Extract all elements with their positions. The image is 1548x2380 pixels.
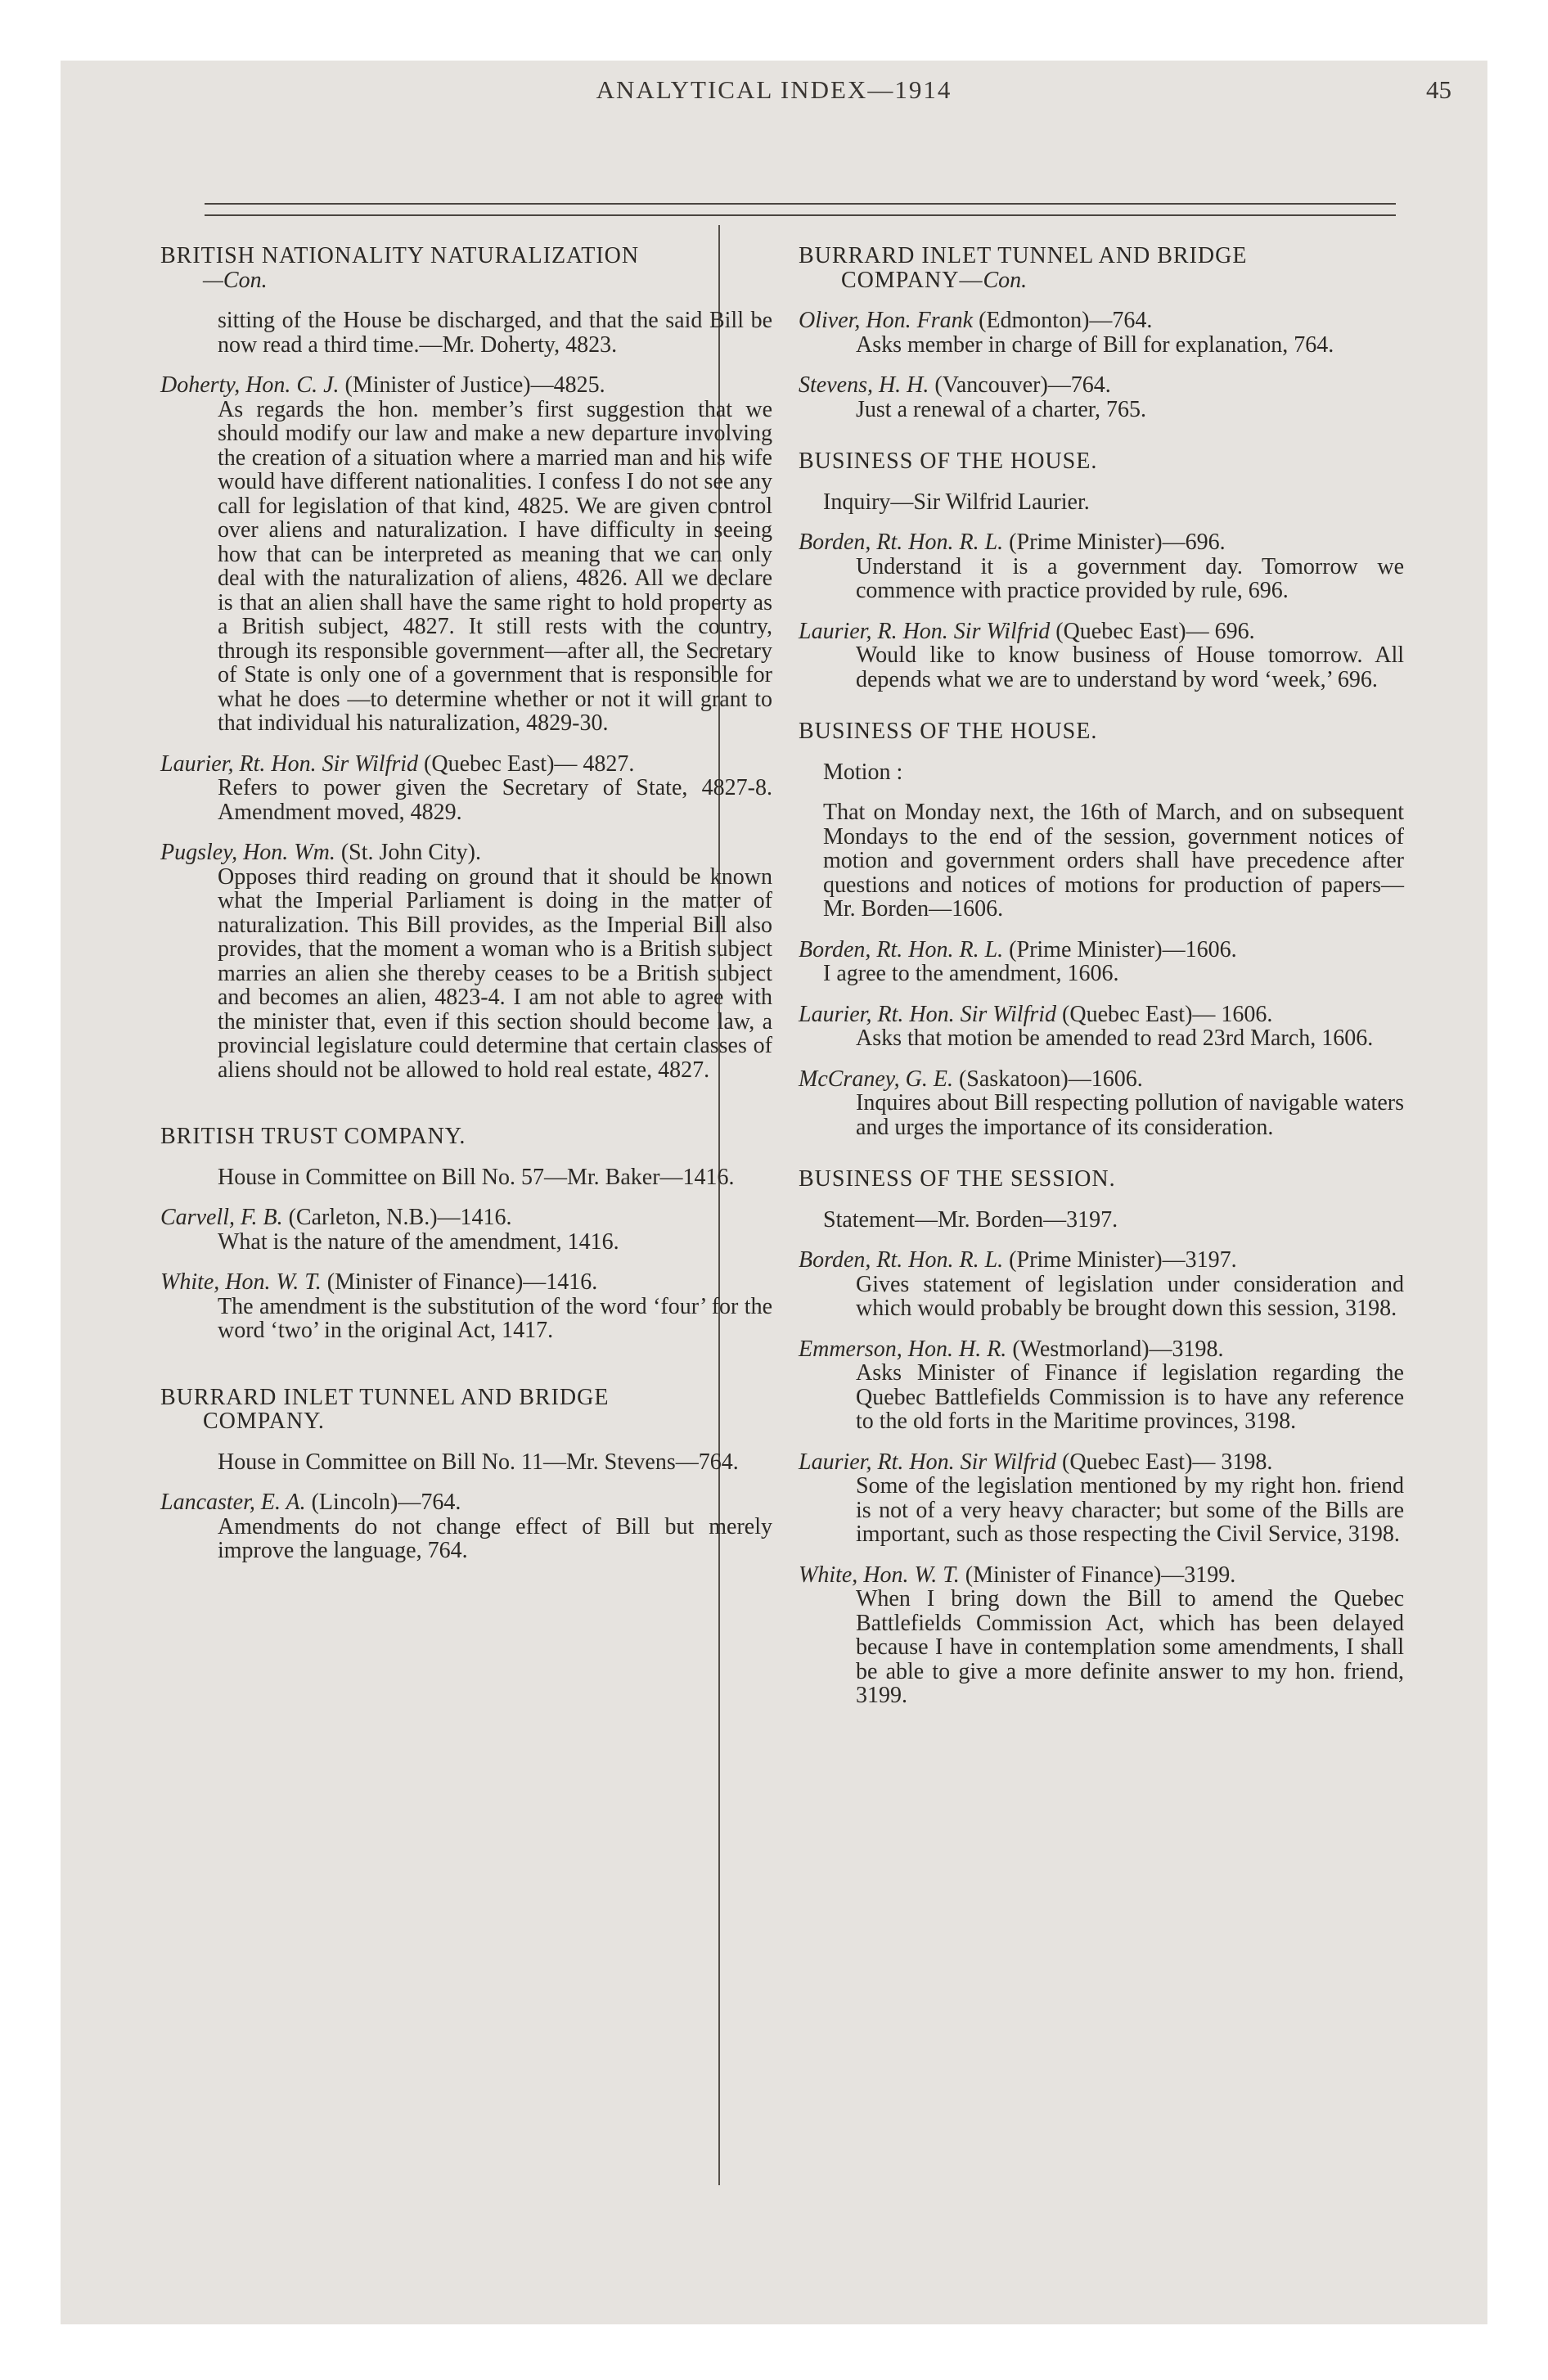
entry-text: sitting of the House be discharged, and that the said Bill be now read a third time.—Mr. Doherty, 4823.	[218, 308, 772, 358]
entry-text: The amendment is the substitution of the word ‘four’ for the word ‘two’ in the original Act, 1417.	[218, 1293, 772, 1343]
entry-heading: BRITISH NATIONALITY NATURALIZATION	[160, 243, 640, 268]
speaker-line: Stevens, H. H. (Vancouver)—764.	[799, 372, 1111, 398]
entry-heading: BUSINESS OF THE HOUSE.	[799, 719, 1098, 744]
entry-text: Understand it is a government day. Tomorrow we commence with practice provided by rule, 696.	[856, 553, 1404, 603]
entry-text: I agree to the amendment, 1606.	[823, 961, 1119, 986]
entry-text: What is the nature of the amendment, 1416.	[218, 1228, 619, 1255]
speaker-line: Emmerson, Hon. H. R. (Westmorland)—3198.	[799, 1336, 1224, 1362]
speaker-line: White, Hon. W. T. (Minister of Finance)—1416.	[160, 1269, 598, 1295]
entry-text: Asks member in charge of Bill for explanation, 764.	[856, 331, 1334, 358]
entry-text: Some of the legislation mentioned by my right hon. friend is not of a very heavy character; but some of the Bills are important, such as those respecting the Civil Service, 3198.	[856, 1473, 1404, 1547]
entry-text: As regards the hon. member’s first suggestion that we should modify our law and make a new departure involving the creation of a situation where a married man and his wife would have different nationalities. I confess I do not see any call for legislation of that kind, 4825. We are given control over aliens and naturalization. I have difficulty in seeing how that can be interpreted as meaning that we can only deal with the naturalization of aliens, 4826. All we declare is that an alien shall have the same right to hold property as a British subject, 4827. It still rests with the country, through its responsible government—after all, the Secretary of State is only one of a government that is responsible for what he does —to determine whether or not it will grant to that individual his naturalization, 4829-30.	[218, 396, 772, 736]
speaker-line: Laurier, Rt. Hon. Sir Wilfrid (Quebec East)— 4827.	[160, 751, 635, 777]
speaker-line: Carvell, F. B. (Carleton, N.B.)—1416.	[160, 1205, 512, 1230]
speaker-line: Oliver, Hon. Frank (Edmonton)—764.	[799, 308, 1153, 333]
entry-heading: BUSINESS OF THE HOUSE.	[799, 449, 1098, 474]
speaker-line: Laurier, R. Hon. Sir Wilfrid (Quebec East)— 696.	[799, 618, 1255, 644]
entry-heading-continued: COMPANY—Con.	[841, 267, 1028, 293]
entry-heading-continued: COMPANY.	[203, 1409, 325, 1434]
speaker-line: Pugsley, Hon. Wm. (St. John City).	[160, 840, 481, 865]
header-rule-bottom	[205, 214, 1396, 216]
speaker-line: Borden, Rt. Hon. R. L. (Prime Minister)—3197.	[799, 1247, 1237, 1273]
entry-text: Refers to power given the Secretary of State, 4827-8. Amendment moved, 4829.	[218, 775, 772, 825]
entry-text: Opposes third reading on ground that it should be known what the Imperial Parliament is doing in the matter of naturalization. This Bill provides, as the Imperial Bill also provides, that the moment a woman who is a British subject marries an alien she thereby ceases to be a British subject and becomes an alien, 4823-4. I am not able to agree with the minister that, even if this section should become law, a provincial legislature could determine that certain classes of aliens should not be allowed to hold real estate, 4827.	[218, 863, 772, 1083]
speaker-line: McCraney, G. E. (Saskatoon)—1606.	[799, 1066, 1143, 1092]
entry-text: Would like to know business of House tomorrow. All depends what we are to understand by word ‘week,’ 696.	[856, 642, 1404, 692]
speaker-line: Doherty, Hon. C. J. (Minister of Justice)—4825.	[160, 372, 605, 398]
entry-text: House in Committee on Bill No. 11—Mr. Stevens—764.	[218, 1449, 739, 1475]
entry-text: House in Committee on Bill No. 57—Mr. Baker—1416.	[218, 1164, 735, 1190]
speaker-line: Laurier, Rt. Hon. Sir Wilfrid (Quebec East)— 3198.	[799, 1449, 1273, 1475]
header-rule-top	[205, 203, 1396, 205]
right-column	[799, 244, 1404, 1708]
entry-heading: BRITISH TRUST COMPANY.	[160, 1124, 466, 1149]
speaker-line: Borden, Rt. Hon. R. L. (Prime Minister)—1606.	[799, 936, 1237, 962]
running-header: ANALYTICAL INDEX—1914	[596, 75, 952, 104]
entry-text: When I bring down the Bill to amend the Quebec Battlefields Commission Act, which has been delayed because I have in contemplation some amendments, I shall be able to give a more definite answer to my hon. friend, 3199.	[856, 1586, 1404, 1708]
left-column	[160, 244, 772, 1563]
entry-text: Gives statement of legislation under consideration and which would probably be brought down this session, 3198.	[856, 1271, 1404, 1321]
page-number: 45	[1426, 75, 1451, 104]
entry-heading: BURRARD INLET TUNNEL AND BRIDGE	[799, 243, 1248, 268]
entry-text: Asks Minister of Finance if legislation regarding the Quebec Battlefields Commission is to have any reference to the old forts in the Maritime provinces, 3198.	[856, 1360, 1404, 1434]
speaker-line: Laurier, Rt. Hon. Sir Wilfrid (Quebec East)— 1606.	[799, 1001, 1273, 1027]
speaker-line: Lancaster, E. A. (Lincoln)—764.	[160, 1490, 461, 1515]
speaker-line: Borden, Rt. Hon. R. L. (Prime Minister)—696.	[799, 530, 1226, 555]
entry-text: Just a renewal of a charter, 765.	[856, 396, 1146, 422]
entry-text: Amendments do not change effect of Bill but merely improve the language, 764.	[218, 1513, 772, 1563]
entry-text: Inquiry—Sir Wilfrid Laurier.	[823, 489, 1090, 515]
speaker-line: White, Hon. W. T. (Minister of Finance)—3199.	[799, 1562, 1236, 1588]
entry-text: That on Monday next, the 16th of March, and on subsequent Mondays to the end of the session, government notices of motion and government orders shall have precedence after questions and notices of motions for production of papers—Mr. Borden—1606.	[823, 800, 1404, 922]
entry-text: Statement—Mr. Borden—3197.	[823, 1206, 1118, 1233]
entry-text: Motion :	[823, 759, 903, 785]
entry-text: Inquires about Bill respecting pollution of navigable waters and urges the importance of its consideration.	[856, 1090, 1404, 1140]
entry-heading-continued: —Con.	[203, 267, 268, 293]
entry-text: Asks that motion be amended to read 23rd March, 1606.	[856, 1025, 1374, 1051]
entry-heading: BURRARD INLET TUNNEL AND BRIDGE	[160, 1384, 610, 1410]
entry-heading: BUSINESS OF THE SESSION.	[799, 1166, 1116, 1192]
